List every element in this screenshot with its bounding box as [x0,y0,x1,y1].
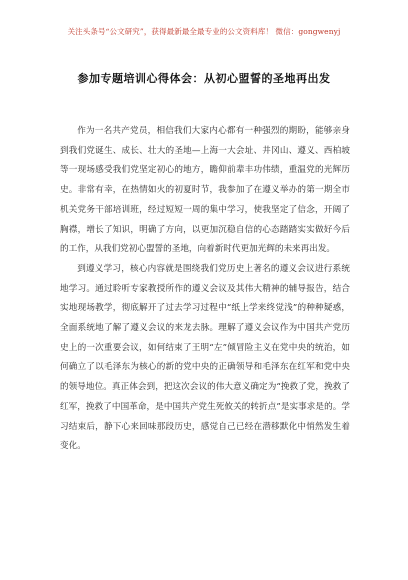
header-notice: 关注头条号“公文研究”，获得最新最全最专业的公文资料库！ 微信：gongwenyj [67,27,341,36]
article-body [60,122,350,457]
article-title: 参加专题培训心得体会：从初心盟誓的圣地再出发 [77,72,331,85]
paragraph-1: 作为一名共产党员，相信我们大家内心都有一种强烈的期盼，能够亲身到我们党诞生、成长、壮大的圣地—上海一大会址、井冈山、遵义、西柏坡等一现场感受我们党坚定初心的地方，瞻仰前辈丰功伟绩，重温党的光辉历史。非常有幸，在热情如火的初夏时节，我参加了在遵义举办的第一期全市机关党务干部培训班，经过短短一周的集中学习，使我坚定了信念，开阔了胸襟，增长了知识，明确了方向，以更加沉稳自信的心态踏踏实实做好今后的工作，从我们党初心盟誓的圣地，向着新时代更加光辉的未来再出发。 [60,126,350,255]
paragraph-2: 到遵义学习，核心内容就是围绕我们党历史上著名的遵义会议进行系统地学习。通过聆听专家教授所作的遵义会议及其伟大精神的辅导报告，结合实地现场教学，彻底解开了过去学习过程中“纸上学来终觉浅”的种种疑惑，全面系统地了解了遵义会议的来龙去脉。理解了遵义会议作为中国共产党历史上的一次重要会议，如何结束了王明“左”倾冒险主义在党中央的统治，如何确立了以毛泽东为核心的新的党中央的正确领导和毛泽东在红军和党中央的领导地位。真正体会到，把这次会议的伟大意义确定为“挽救了党，挽救了红军，挽救了中国革命，是中国共产党生死攸关的转折点”是实事求是的。学习结束后，静下心来回味那段历史，感觉自己已经在潜移默化中悄然发生着变化。 [60,263,350,452]
